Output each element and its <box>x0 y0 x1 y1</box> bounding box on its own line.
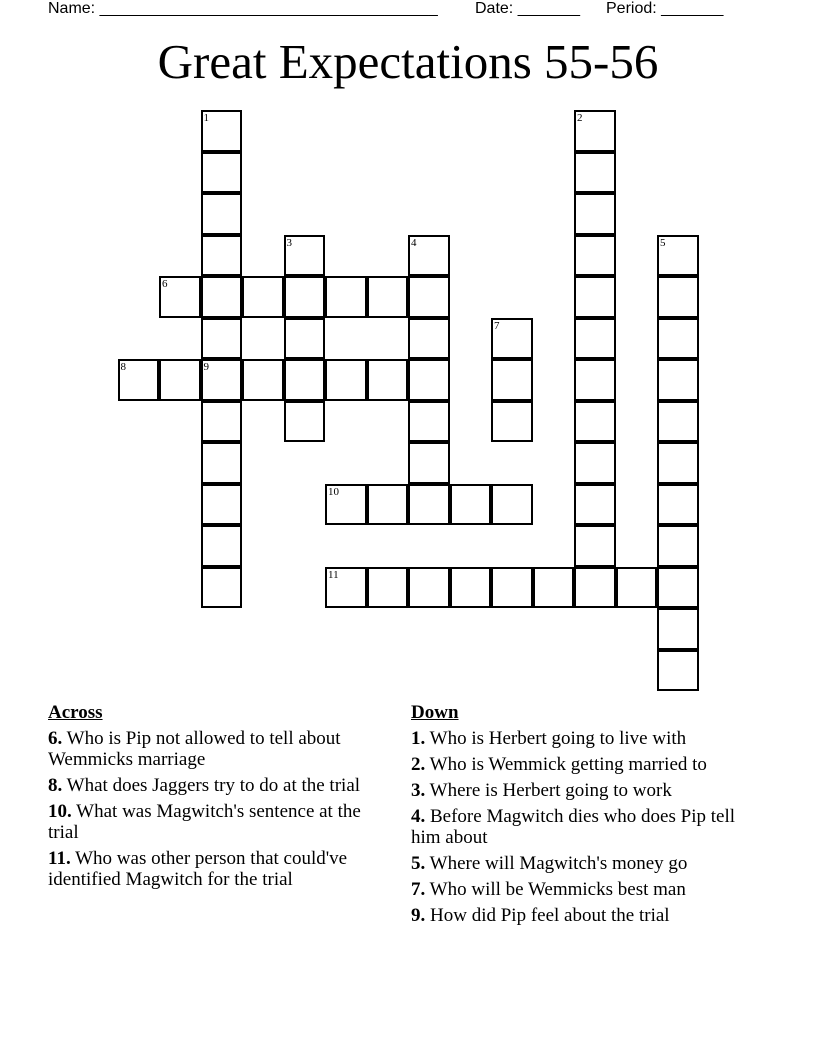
crossword-cell[interactable] <box>367 276 409 318</box>
clue-down-5 <box>411 853 751 874</box>
crossword-cell[interactable] <box>201 276 243 318</box>
cell-number: 5 <box>660 236 666 249</box>
clue-down-4 <box>411 806 751 848</box>
crossword-cell[interactable] <box>657 650 699 692</box>
clue-number: 1. <box>411 728 426 749</box>
cell-number: 1 <box>203 112 209 124</box>
crossword-cell[interactable] <box>201 110 243 152</box>
crossword-cell[interactable] <box>325 567 367 609</box>
clue-down-9 <box>411 905 751 926</box>
clue-text: Who is Herbert going to live with <box>429 728 687 749</box>
crossword-cell[interactable] <box>408 567 450 609</box>
cell-number: 11 <box>328 568 339 581</box>
clue-number: 4. <box>411 806 426 827</box>
crossword-cell[interactable] <box>408 401 450 443</box>
crossword-cell[interactable] <box>574 484 616 526</box>
clue-text: What does Jaggers try to do at the trial <box>66 775 361 796</box>
crossword-cell[interactable] <box>242 276 284 318</box>
crossword-cell[interactable] <box>201 442 243 484</box>
crossword-cell[interactable] <box>574 276 616 318</box>
crossword-cell[interactable] <box>325 359 367 401</box>
clue-number: 10. <box>48 801 72 822</box>
cell-number: 4 <box>411 236 417 249</box>
clue-text: Who was other person that could've identified Magwitch for the trial <box>48 848 348 890</box>
crossword-cell[interactable] <box>657 318 699 360</box>
clue-down-7 <box>411 879 751 900</box>
crossword-cell[interactable] <box>408 359 450 401</box>
crossword-cell[interactable] <box>284 276 326 318</box>
crossword-cell[interactable] <box>325 276 367 318</box>
crossword-cell[interactable] <box>201 359 243 401</box>
clue-down-3 <box>411 780 751 801</box>
crossword-cell[interactable] <box>657 484 699 526</box>
clue-text: Who will be Wemmicks best man <box>429 879 686 900</box>
clue-number: 3. <box>411 780 426 801</box>
crossword-cell[interactable] <box>657 276 699 318</box>
crossword-cell[interactable] <box>574 567 616 609</box>
crossword-cell[interactable] <box>574 401 616 443</box>
clue-across-11 <box>48 848 388 890</box>
crossword-cell[interactable] <box>574 235 616 277</box>
clue-across-8 <box>48 775 388 796</box>
crossword-cell[interactable] <box>574 442 616 484</box>
cell-number: 7 <box>494 319 500 332</box>
down-heading: Down <box>411 702 459 723</box>
crossword-cell[interactable] <box>367 567 409 609</box>
clue-text: Before Magwitch dies who does Pip tell him about <box>411 806 736 848</box>
name-field-label[interactable]: Name: ______________________________________ <box>48 0 438 17</box>
crossword-cell[interactable] <box>574 152 616 194</box>
clue-text: Where will Magwitch's money go <box>429 853 688 874</box>
clue-number: 8. <box>48 775 63 796</box>
clue-across-10 <box>48 801 388 843</box>
clue-text: Who is Wemmick getting married to <box>429 754 707 775</box>
clue-number: 9. <box>411 905 426 926</box>
cell-number: 2 <box>577 112 583 124</box>
crossword-cell[interactable] <box>201 235 243 277</box>
clue-text: Who is Pip not allowed to tell about Wemmicks marriage <box>48 728 341 770</box>
crossword-cell[interactable] <box>201 484 243 526</box>
crossword-cell[interactable] <box>491 318 533 360</box>
crossword-cell[interactable] <box>574 193 616 235</box>
crossword-cell[interactable] <box>159 359 201 401</box>
clue-number: 5. <box>411 853 426 874</box>
crossword-cell[interactable] <box>284 401 326 443</box>
clue-number: 7. <box>411 879 426 900</box>
crossword-cell[interactable] <box>657 608 699 650</box>
crossword-cell[interactable] <box>574 359 616 401</box>
page-title: Great Expectations 55-56 <box>157 34 659 89</box>
crossword-cell[interactable] <box>657 525 699 567</box>
crossword-cell[interactable] <box>201 401 243 443</box>
crossword-cell[interactable] <box>201 318 243 360</box>
crossword-cell[interactable] <box>408 442 450 484</box>
down-clues <box>411 702 751 931</box>
crossword-cell[interactable] <box>491 401 533 443</box>
crossword-cell[interactable] <box>574 525 616 567</box>
clue-down-1 <box>411 728 751 749</box>
crossword-cell[interactable] <box>367 484 409 526</box>
clue-down-2 <box>411 754 751 775</box>
crossword-cell[interactable] <box>408 276 450 318</box>
crossword-cell[interactable] <box>201 193 243 235</box>
crossword-cell[interactable] <box>408 318 450 360</box>
cell-number: 10 <box>328 485 339 498</box>
crossword-cell[interactable] <box>491 567 533 609</box>
crossword-cell[interactable] <box>657 442 699 484</box>
crossword-cell[interactable] <box>159 276 201 318</box>
crossword-cell[interactable] <box>574 110 616 152</box>
crossword-cell[interactable] <box>367 359 409 401</box>
across-clues <box>48 702 388 895</box>
crossword-cell[interactable] <box>242 359 284 401</box>
crossword-cell[interactable] <box>450 484 492 526</box>
crossword-cell[interactable] <box>491 359 533 401</box>
cell-number: 9 <box>203 361 209 373</box>
crossword-cell[interactable] <box>408 484 450 526</box>
crossword-cell[interactable] <box>408 235 450 277</box>
cell-number: 6 <box>162 278 168 290</box>
crossword-cell[interactable] <box>201 567 243 609</box>
clue-across-6 <box>48 728 388 770</box>
clue-text: How did Pip feel about the trial <box>430 905 670 926</box>
crossword-cell[interactable] <box>284 318 326 360</box>
clue-text: Where is Herbert going to work <box>429 780 672 801</box>
crossword-cell[interactable] <box>201 525 243 567</box>
clue-number: 2. <box>411 754 426 775</box>
date-field-label[interactable]: Date: _______ <box>475 0 580 17</box>
crossword-cell[interactable] <box>118 359 160 401</box>
across-heading: Across <box>48 702 103 723</box>
period-field-label[interactable]: Period: _______ <box>606 0 724 17</box>
clue-number: 6. <box>48 728 63 749</box>
crossword-cell[interactable] <box>657 359 699 401</box>
crossword-cell[interactable] <box>284 235 326 277</box>
clue-number: 11. <box>48 848 71 869</box>
cell-number: 3 <box>286 236 292 249</box>
crossword-cell[interactable] <box>533 567 575 609</box>
crossword-cell[interactable] <box>201 152 243 194</box>
crossword-cell[interactable] <box>574 318 616 360</box>
cell-number: 8 <box>120 361 126 373</box>
crossword-cell[interactable] <box>325 484 367 526</box>
crossword-cell[interactable] <box>657 567 699 609</box>
crossword-cell[interactable] <box>657 235 699 277</box>
crossword-cell[interactable] <box>450 567 492 609</box>
clue-text: What was Magwitch's sentence at the trial <box>48 801 361 843</box>
crossword-cell[interactable] <box>491 484 533 526</box>
crossword-cell[interactable] <box>616 567 658 609</box>
crossword-cell[interactable] <box>284 359 326 401</box>
crossword-cell[interactable] <box>657 401 699 443</box>
